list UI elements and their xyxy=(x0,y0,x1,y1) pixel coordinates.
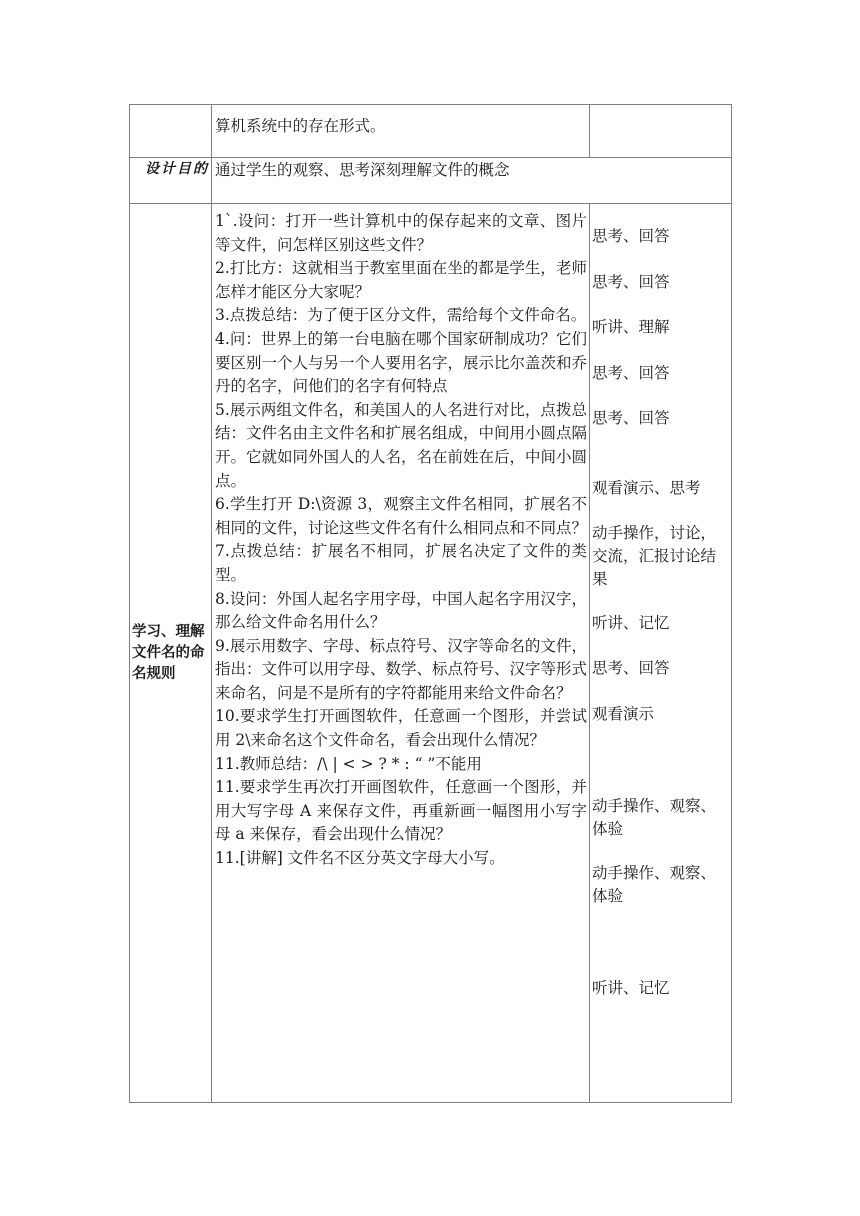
activity-item: 思考、回答 xyxy=(592,409,670,427)
step-item: 2.打比方：这就相当于教室里面在坐的都是学生，老师怎样才能区分大家呢？ xyxy=(215,259,587,301)
activity-item: 思考、回答 xyxy=(592,659,670,677)
activity-item: 动手操作、观察、体验 xyxy=(592,797,717,838)
activity-item: 动手操作、观察、体验 xyxy=(592,864,717,905)
activity-item: 思考、回答 xyxy=(592,273,670,291)
step-item: 3.点拨总结：为了便于区分文件，需给每个文件命名。 xyxy=(215,306,587,325)
row1-content-cell xyxy=(212,105,590,158)
activity-item: 思考、回答 xyxy=(592,364,670,382)
row1-activity-cell xyxy=(590,105,732,158)
table-row xyxy=(130,204,732,1103)
step-item: 11.[讲解] 文件名不区分英文字母大小写。 xyxy=(215,849,505,868)
student-activity-cell xyxy=(590,204,732,1103)
design-purpose-label: 设计目的 xyxy=(130,158,212,204)
activity-item: 思考、回答 xyxy=(592,227,670,245)
lesson-plan-table xyxy=(129,104,732,1103)
student-activities xyxy=(590,204,731,1102)
activity-item: 动手操作，讨论，交流，汇报讨论结果 xyxy=(592,524,717,588)
step-item: 7.点拨总结：扩展名不相同，扩展名决定了文件的类型。 xyxy=(215,542,587,584)
step-item: 4.问：世界上的第一台电脑在哪个国家研制成功？它们要区别一个人与另一个人要用名字，展示比尔盖茨和乔丹的名字，问他们的名字有何特点 xyxy=(215,329,588,396)
activity-item: 听讲、记忆 xyxy=(592,979,670,997)
teaching-steps-cell xyxy=(212,204,590,1103)
step-item: 8.设问：外国人起名字用字母，中国人起名字用汉字，那么给文件命名用什么？ xyxy=(215,589,587,632)
step-item: 6.学生打开 D:\资源 3，观察主文件名相同，扩展名不相同的文件，讨论这些文件名有什么相同点和不同点？ xyxy=(215,495,588,537)
design-purpose-text: 通过学生的观察、思考深刻理解文件的概念 xyxy=(212,158,732,204)
step-item: 5.展示两组文件名，和美国人的人名进行对比，点拨总结：文件名由主文件名和扩展名组成，中间用小圆点隔开。它就如同外国人的人名，名在前姓在后，中间小圆点。 xyxy=(215,400,588,490)
activity-item: 观看演示 xyxy=(592,705,655,723)
activity-item: 听讲、理解 xyxy=(592,318,670,336)
activity-item: 听讲、记忆 xyxy=(592,614,670,632)
table-row xyxy=(130,105,732,158)
section-label: 学习、理解文件名的命名规则 xyxy=(130,204,212,1103)
step-item: 10.要求学生打开画图软件，任意画一个图形，并尝试用 2\来命名这个文件命名，看会出现什么情况？ xyxy=(215,707,587,750)
row1-label-cell xyxy=(130,105,212,158)
teaching-steps xyxy=(212,204,589,871)
row1-content: 算机系统中的存在形式。 xyxy=(215,117,386,135)
step-item: 9.展示用数字、字母、标点符号、汉字等命名的文件，指出：文件可以用字母、数学、标点符号、汉字等形式来命名，问是不是所有的字符都能用来给文件命名？ xyxy=(215,636,588,702)
step-item: 11.要求学生再次打开画图软件，任意画一个图形，并用大写字母 A 来保存文件，再重新画一幅图用小写字母 a 来保存，看会出现什么情况？ xyxy=(215,778,587,844)
activity-item: 观看演示、思考 xyxy=(592,479,701,497)
table-row xyxy=(130,158,732,204)
step-item: 11.教师总结：/\ | < > ? * : “ ”不能用 xyxy=(215,754,482,773)
step-item: 1`.设问：打开一些计算机中的保存起来的文章、图片等文件，问怎样区别这些文件？ xyxy=(215,212,587,254)
